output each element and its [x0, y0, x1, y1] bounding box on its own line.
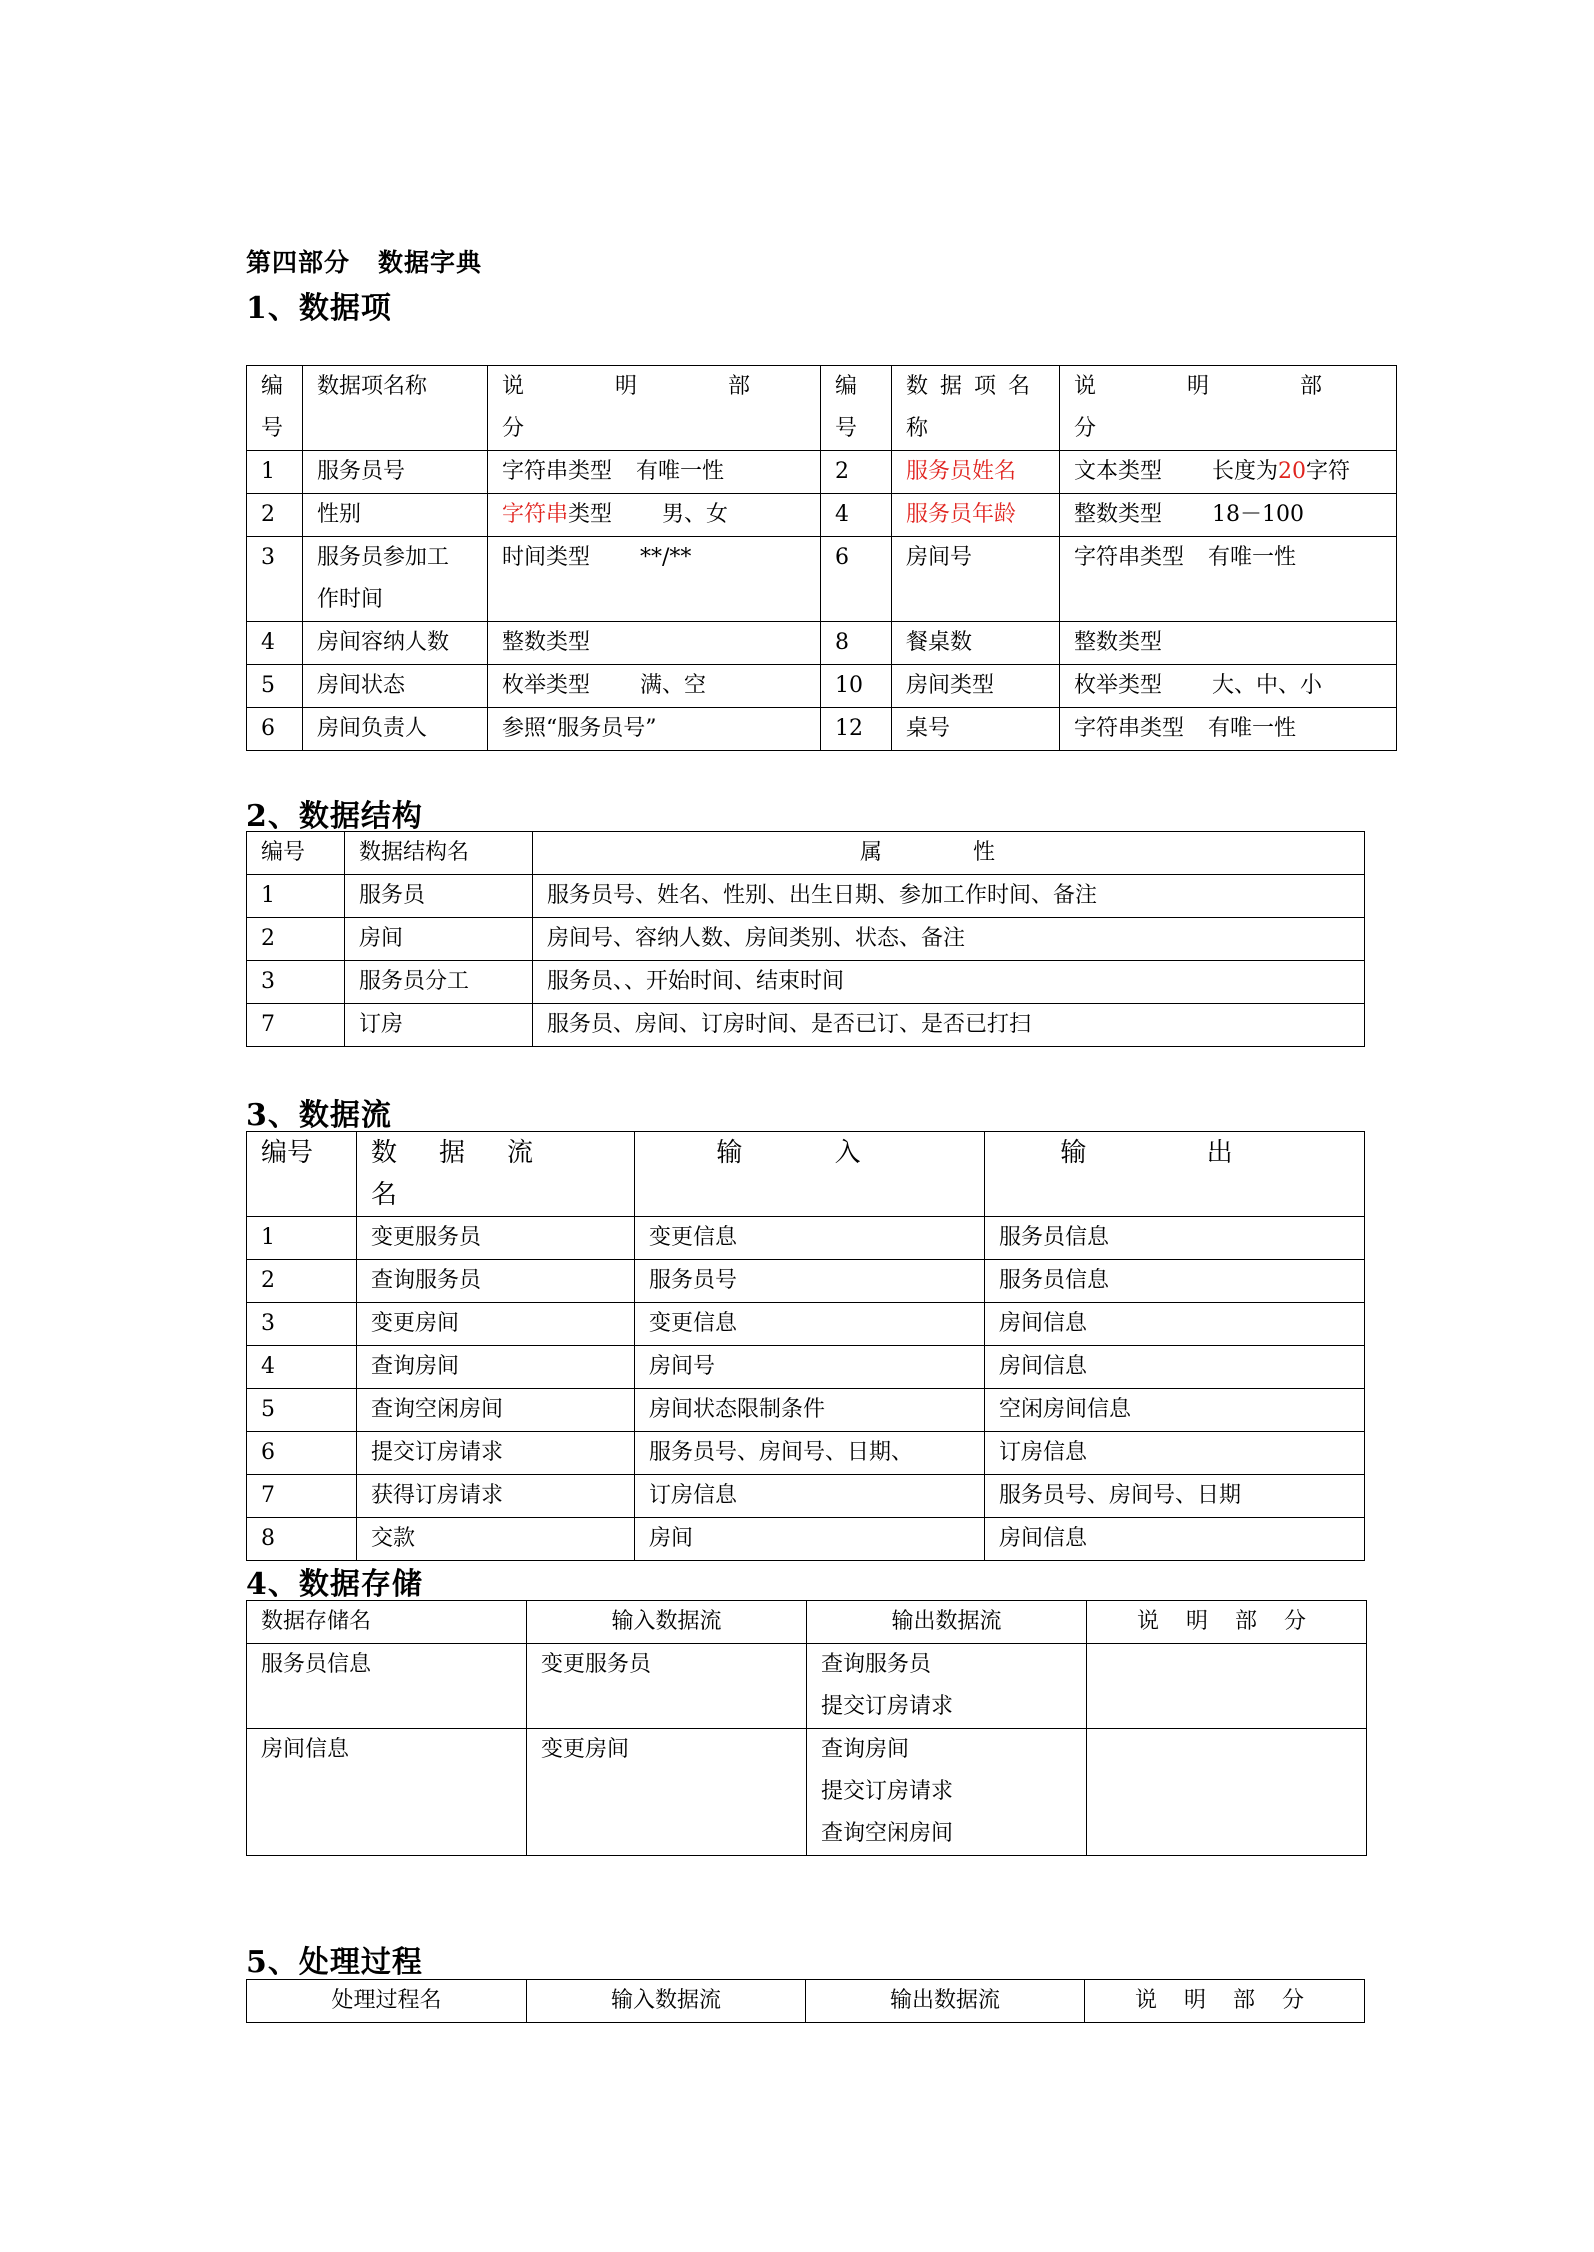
header-no-2: 编 号 — [821, 366, 892, 451]
cell-desc — [1087, 1644, 1367, 1729]
cell-name: 房间信息 — [247, 1729, 527, 1856]
table-row — [247, 1389, 1365, 1432]
title-name: 数据字典 — [378, 248, 483, 277]
header-attr: 属 性 — [533, 832, 1365, 875]
header-in: 输 入 — [635, 1132, 985, 1217]
cell-desc: 字符串类型 男、女 — [488, 494, 821, 537]
table-row — [247, 1475, 1365, 1518]
header-out: 输出数据流 — [806, 1980, 1085, 2023]
cell-no: 5 — [247, 665, 303, 708]
cell-attr: 服务员、房间、订房时间、是否已订、是否已打扫 — [533, 1004, 1365, 1047]
header-no: 编号 — [247, 1132, 357, 1217]
cell-name-2: 餐桌数 — [892, 622, 1060, 665]
table-header-row — [247, 832, 1365, 875]
table-row — [247, 1260, 1365, 1303]
cell-no: 5 — [247, 1389, 357, 1432]
header-name: 数据流名 — [357, 1132, 635, 1217]
cell-out: 订房信息 — [985, 1432, 1365, 1475]
cell-in: 变更服务员 — [527, 1644, 807, 1729]
cell-name-2: 服务员姓名 — [892, 451, 1060, 494]
cell-in: 服务员号、房间号、日期、 — [635, 1432, 985, 1475]
cell-desc — [1087, 1729, 1367, 1856]
header-desc: 说 明 部 分 — [1085, 1980, 1365, 2023]
cell-in: 订房信息 — [635, 1475, 985, 1518]
data-flows-table — [246, 1131, 1365, 1561]
cell-no: 4 — [247, 622, 303, 665]
cell-desc-2: 整数类型 — [1060, 622, 1397, 665]
cell-name-2: 房间类型 — [892, 665, 1060, 708]
header-desc: 说 明 部 分 — [1087, 1601, 1367, 1644]
cell-name: 获得订房请求 — [357, 1475, 635, 1518]
cell-no: 3 — [247, 961, 345, 1004]
cell-no: 7 — [247, 1004, 345, 1047]
table-row — [247, 494, 1397, 537]
cell-desc: 时间类型 **/** — [488, 537, 821, 622]
cell-no: 2 — [247, 494, 303, 537]
header-desc-2: 说 明 部 分 — [1060, 366, 1397, 451]
cell-name: 查询服务员 — [357, 1260, 635, 1303]
cell-no: 6 — [247, 708, 303, 751]
cell-desc: 整数类型 — [488, 622, 821, 665]
cell-desc: 参照“服务员号” — [488, 708, 821, 751]
cell-name: 房间容纳人数 — [303, 622, 488, 665]
cell-name: 提交订房请求 — [357, 1432, 635, 1475]
table-row — [247, 1432, 1365, 1475]
cell-no-2: 6 — [821, 537, 892, 622]
cell-desc: 枚举类型 满、空 — [488, 665, 821, 708]
cell-no-2: 2 — [821, 451, 892, 494]
cell-name: 查询房间 — [357, 1346, 635, 1389]
cell-no: 8 — [247, 1518, 357, 1561]
cell-desc-2: 文本类型 长度为20字符 — [1060, 451, 1397, 494]
cell-name: 服务员 — [345, 875, 533, 918]
cell-attr: 服务员号、姓名、性别、出生日期、参加工作时间、备注 — [533, 875, 1365, 918]
cell-desc-2: 枚举类型 大、中、小 — [1060, 665, 1397, 708]
cell-in: 变更信息 — [635, 1303, 985, 1346]
cell-name: 查询空闲房间 — [357, 1389, 635, 1432]
cell-no-2: 12 — [821, 708, 892, 751]
table-header-row — [247, 1980, 1365, 2023]
cell-no: 1 — [247, 875, 345, 918]
cell-no: 4 — [247, 1346, 357, 1389]
cell-name: 房间负责人 — [303, 708, 488, 751]
cell-no-2: 10 — [821, 665, 892, 708]
cell-attr: 房间号、容纳人数、房间类别、状态、备注 — [533, 918, 1365, 961]
cell-name-2: 服务员年龄 — [892, 494, 1060, 537]
header-in: 输入数据流 — [527, 1601, 807, 1644]
page-title — [246, 243, 482, 279]
cell-name: 服务员号 — [303, 451, 488, 494]
cell-no: 3 — [247, 537, 303, 622]
cell-no: 1 — [247, 1217, 357, 1260]
cell-out: 查询房间 提交订房请求 查询空闲房间 — [807, 1729, 1087, 1856]
cell-name-2: 房间号 — [892, 537, 1060, 622]
cell-name: 服务员参加工 作时间 — [303, 537, 488, 622]
header-name: 处理过程名 — [247, 1980, 527, 2023]
processes-table — [246, 1979, 1365, 2023]
cell-name: 变更服务员 — [357, 1217, 635, 1260]
data-items-table — [246, 365, 1397, 751]
cell-desc-2: 字符串类型 有唯一性 — [1060, 708, 1397, 751]
cell-in: 变更信息 — [635, 1217, 985, 1260]
table-row — [247, 961, 1365, 1004]
cell-desc-2: 字符串类型 有唯一性 — [1060, 537, 1397, 622]
cell-out: 房间信息 — [985, 1346, 1365, 1389]
table-row — [247, 1004, 1365, 1047]
table-row — [247, 622, 1397, 665]
header-out: 输出数据流 — [807, 1601, 1087, 1644]
header-desc: 说 明 部 分 — [488, 366, 821, 451]
cell-out: 房间信息 — [985, 1518, 1365, 1561]
header-in: 输入数据流 — [527, 1980, 806, 2023]
cell-name: 房间 — [345, 918, 533, 961]
cell-out: 空闲房间信息 — [985, 1389, 1365, 1432]
section-heading-data-items: 1、数据项 — [246, 291, 392, 326]
cell-in: 房间状态限制条件 — [635, 1389, 985, 1432]
table-row — [247, 1644, 1367, 1729]
cell-name: 交款 — [357, 1518, 635, 1561]
cell-out: 服务员号、房间号、日期 — [985, 1475, 1365, 1518]
table-row — [247, 665, 1397, 708]
cell-out: 服务员信息 — [985, 1260, 1365, 1303]
table-header-row — [247, 1601, 1367, 1644]
title-part: 第四部分 — [246, 248, 351, 277]
header-name: 数据存储名 — [247, 1601, 527, 1644]
table-row — [247, 1729, 1367, 1856]
cell-name: 房间状态 — [303, 665, 488, 708]
cell-in: 房间 — [635, 1518, 985, 1561]
table-row — [247, 1346, 1365, 1389]
table-header-row — [247, 1132, 1365, 1217]
cell-no: 2 — [247, 918, 345, 961]
cell-desc: 字符串类型 有唯一性 — [488, 451, 821, 494]
cell-name: 订房 — [345, 1004, 533, 1047]
data-stores-table — [246, 1600, 1367, 1856]
header-name: 数据结构名 — [345, 832, 533, 875]
table-row — [247, 1518, 1365, 1561]
cell-no: 6 — [247, 1432, 357, 1475]
cell-name: 变更房间 — [357, 1303, 635, 1346]
cell-desc-2: 整数类型 18－100 — [1060, 494, 1397, 537]
cell-name: 服务员分工 — [345, 961, 533, 1004]
cell-no: 3 — [247, 1303, 357, 1346]
header-name: 数据项名称 — [303, 366, 488, 451]
header-no: 编号 — [247, 832, 345, 875]
table-row — [247, 537, 1397, 622]
table-row — [247, 875, 1365, 918]
cell-no-2: 8 — [821, 622, 892, 665]
data-structures-table — [246, 831, 1365, 1047]
cell-no: 1 — [247, 451, 303, 494]
cell-no: 7 — [247, 1475, 357, 1518]
cell-out: 服务员信息 — [985, 1217, 1365, 1260]
cell-name-2: 桌号 — [892, 708, 1060, 751]
cell-no: 2 — [247, 1260, 357, 1303]
section-heading-data-stores: 4、数据存储 — [246, 1567, 423, 1602]
table-row — [247, 451, 1397, 494]
table-row — [247, 918, 1365, 961]
header-no: 编 号 — [247, 366, 303, 451]
header-out: 输 出 — [985, 1132, 1365, 1217]
cell-no-2: 4 — [821, 494, 892, 537]
cell-in: 变更房间 — [527, 1729, 807, 1856]
table-row — [247, 1217, 1365, 1260]
header-name-2: 数据项名 称 — [892, 366, 1060, 451]
table-row — [247, 1303, 1365, 1346]
table-header-row — [247, 366, 1397, 451]
section-heading-data-flows: 3、数据流 — [246, 1098, 392, 1133]
cell-name: 性别 — [303, 494, 488, 537]
cell-out: 查询服务员 提交订房请求 — [807, 1644, 1087, 1729]
section-heading-processes: 5、处理过程 — [246, 1945, 423, 1980]
table-row — [247, 708, 1397, 751]
cell-in: 房间号 — [635, 1346, 985, 1389]
cell-in: 服务员号 — [635, 1260, 985, 1303]
cell-out: 房间信息 — [985, 1303, 1365, 1346]
section-heading-data-structures: 2、数据结构 — [246, 799, 423, 834]
cell-name: 服务员信息 — [247, 1644, 527, 1729]
cell-attr: 服务员、、开始时间、结束时间 — [533, 961, 1365, 1004]
